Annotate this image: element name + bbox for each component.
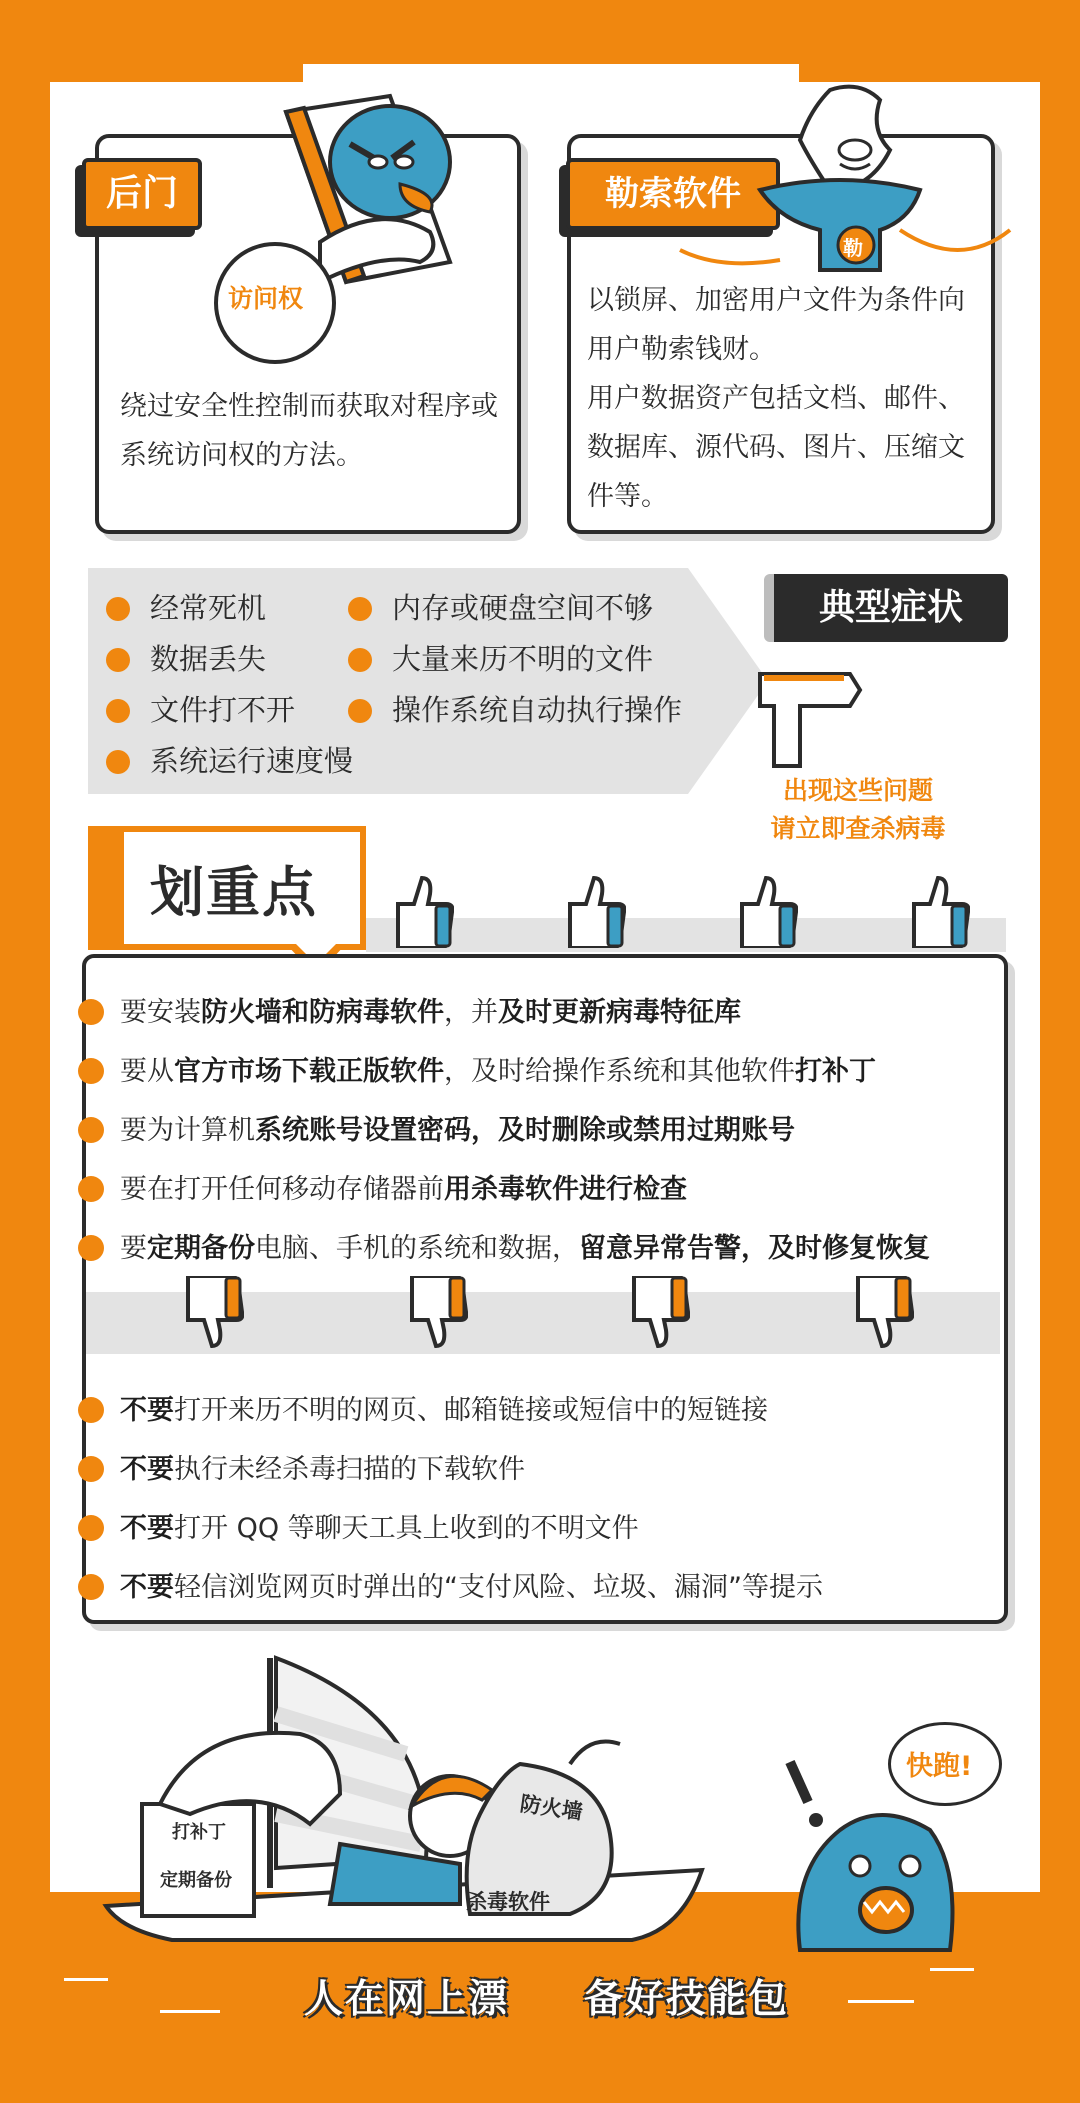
dos-text-part: 要 (120, 1233, 147, 1264)
footer-right: 备好技能包 (584, 1977, 790, 2022)
bullet-dot (78, 999, 104, 1025)
donts-text-part: 不要 (120, 1572, 174, 1603)
thumbs-down-icon (182, 1276, 244, 1350)
bullet-dot (78, 1456, 104, 1482)
symptoms-note (748, 772, 968, 848)
bullet-dot (78, 1574, 104, 1600)
dos-item (78, 1108, 795, 1147)
dos-text-part: 防火墙和防病毒软件 (201, 997, 444, 1028)
water-line (160, 2010, 220, 2013)
donts-text-part: 不要 (120, 1513, 174, 1544)
dos-item (78, 1167, 687, 1206)
ransomware-tag: 勒索软件 (566, 158, 780, 230)
dos-item (78, 1226, 930, 1265)
dos-text-part: 要从 (120, 1056, 174, 1087)
water-line (930, 1968, 974, 1971)
bullet-dot (78, 1515, 104, 1541)
symptom-item: 系统运行速度慢 (106, 739, 353, 780)
dos-text-part: 要安装 (120, 997, 201, 1028)
exclamation-icon (790, 1762, 823, 1827)
thumbs-up-icon (736, 874, 798, 948)
symptoms-note-line1: 出现这些问题 (782, 776, 933, 805)
bag-label-firewall: 防火墙 (518, 1791, 585, 1825)
donts-text-part: 打开 QQ 等聊天工具上收到的不明文件 (174, 1513, 639, 1544)
key-points-tag-shadow (88, 826, 120, 950)
bullet-dot (78, 1176, 104, 1202)
bullet-dot (78, 1117, 104, 1143)
ransom-badge-label: 勒 (843, 236, 863, 260)
dos-text-part: 要在打开任何移动存储器前 (120, 1174, 444, 1205)
water-line (64, 1978, 108, 1981)
backdoor-description: 绕过安全性控制而获取对程序或系统访问权的方法。 (120, 391, 498, 471)
thumbs-up-icon (908, 874, 970, 948)
donts-text-part: 打开来历不明的网页、邮箱链接或短信中的短链接 (174, 1395, 768, 1426)
bullet-dot (78, 1397, 104, 1423)
thumbs-down-icon (852, 1276, 914, 1350)
dos-text-part: 系统账号设置密码，及时删除或禁用过期账号 (255, 1115, 795, 1146)
footer-left: 人在网上漂 (304, 1977, 510, 2022)
bag-label-antivirus: 杀毒软件 (466, 1890, 550, 1914)
symptom-item: 数据丢失 (106, 637, 266, 678)
donts-item (78, 1565, 823, 1604)
symptom-item: 内存或硬盘空间不够 (348, 586, 653, 627)
donts-item (78, 1506, 639, 1545)
key-points-title: 划重点 (150, 861, 318, 924)
symptoms-note-line2: 请立即查杀病毒 (770, 814, 946, 843)
backdoor-tag: 后门 (82, 158, 202, 230)
box-label-patch: 打补丁 (172, 1822, 226, 1843)
symptom-item: 经常死机 (106, 586, 266, 627)
donts-text-part: 不要 (120, 1395, 174, 1426)
shark-speech: 快跑! (906, 1751, 973, 1782)
ransomware-illustration (660, 80, 1020, 280)
water-line (848, 2000, 914, 2003)
symptom-item: 文件打不开 (106, 688, 295, 729)
blue-cloak-icon (760, 180, 920, 270)
donts-item (78, 1388, 768, 1427)
donts-text-part: 执行未经杀毒扫描的下载软件 (174, 1454, 525, 1485)
box-label-backup: 定期备份 (160, 1870, 232, 1891)
dos-text-part: ，及时给操作系统和其他软件 (444, 1056, 795, 1087)
dos-item (78, 1049, 876, 1088)
thumbs-down-icon (406, 1276, 468, 1350)
ransomware-description-2: 用户数据资产包括文档、邮件、数据库、源代码、图片、压缩文件等。 (587, 383, 965, 512)
thumbs-down-icon (628, 1276, 690, 1350)
dos-text-part: 定期备份 (147, 1233, 255, 1264)
access-badge-label: 访问权 (228, 284, 304, 313)
dos-text-part: ，并 (444, 997, 498, 1028)
paper-character-icon (800, 87, 890, 190)
hammer-icon (756, 664, 866, 774)
dos-text-part: 留意异常告警，及时修复恢复 (579, 1233, 930, 1264)
symptom-item: 操作系统自动执行操作 (348, 688, 682, 729)
bullet-dot (78, 1235, 104, 1261)
donts-item (78, 1447, 525, 1486)
symptoms-title: 典型症状 (764, 574, 1008, 642)
ransomware-description-1: 以锁屏、加密用户文件为条件向用户勒索钱财。 (587, 285, 965, 365)
sailboat-illustration (100, 1644, 720, 1960)
thumbs-up-icon (392, 874, 454, 948)
dos-text-part: 电脑、手机的系统和数据， (255, 1233, 579, 1264)
character-icon (320, 106, 450, 282)
dos-text-part: 及时更新病毒特征库 (498, 997, 741, 1028)
donts-text-part: 不要 (120, 1454, 174, 1485)
dos-text-part: 打补丁 (795, 1056, 876, 1087)
symptom-item: 大量来历不明的文件 (348, 637, 653, 678)
dos-text-part: 要为计算机 (120, 1115, 255, 1146)
dos-text-part: 官方市场下载正版软件 (174, 1056, 444, 1087)
bullet-dot (78, 1058, 104, 1084)
dos-text-part: 用杀毒软件进行检查 (444, 1174, 687, 1205)
shark-icon (798, 1815, 952, 1950)
thumbs-up-icon (564, 874, 626, 948)
donts-text-part: 轻信浏览网页时弹出的“支付风险、垃圾、漏洞”等提示 (174, 1572, 823, 1603)
dos-item (78, 990, 741, 1029)
